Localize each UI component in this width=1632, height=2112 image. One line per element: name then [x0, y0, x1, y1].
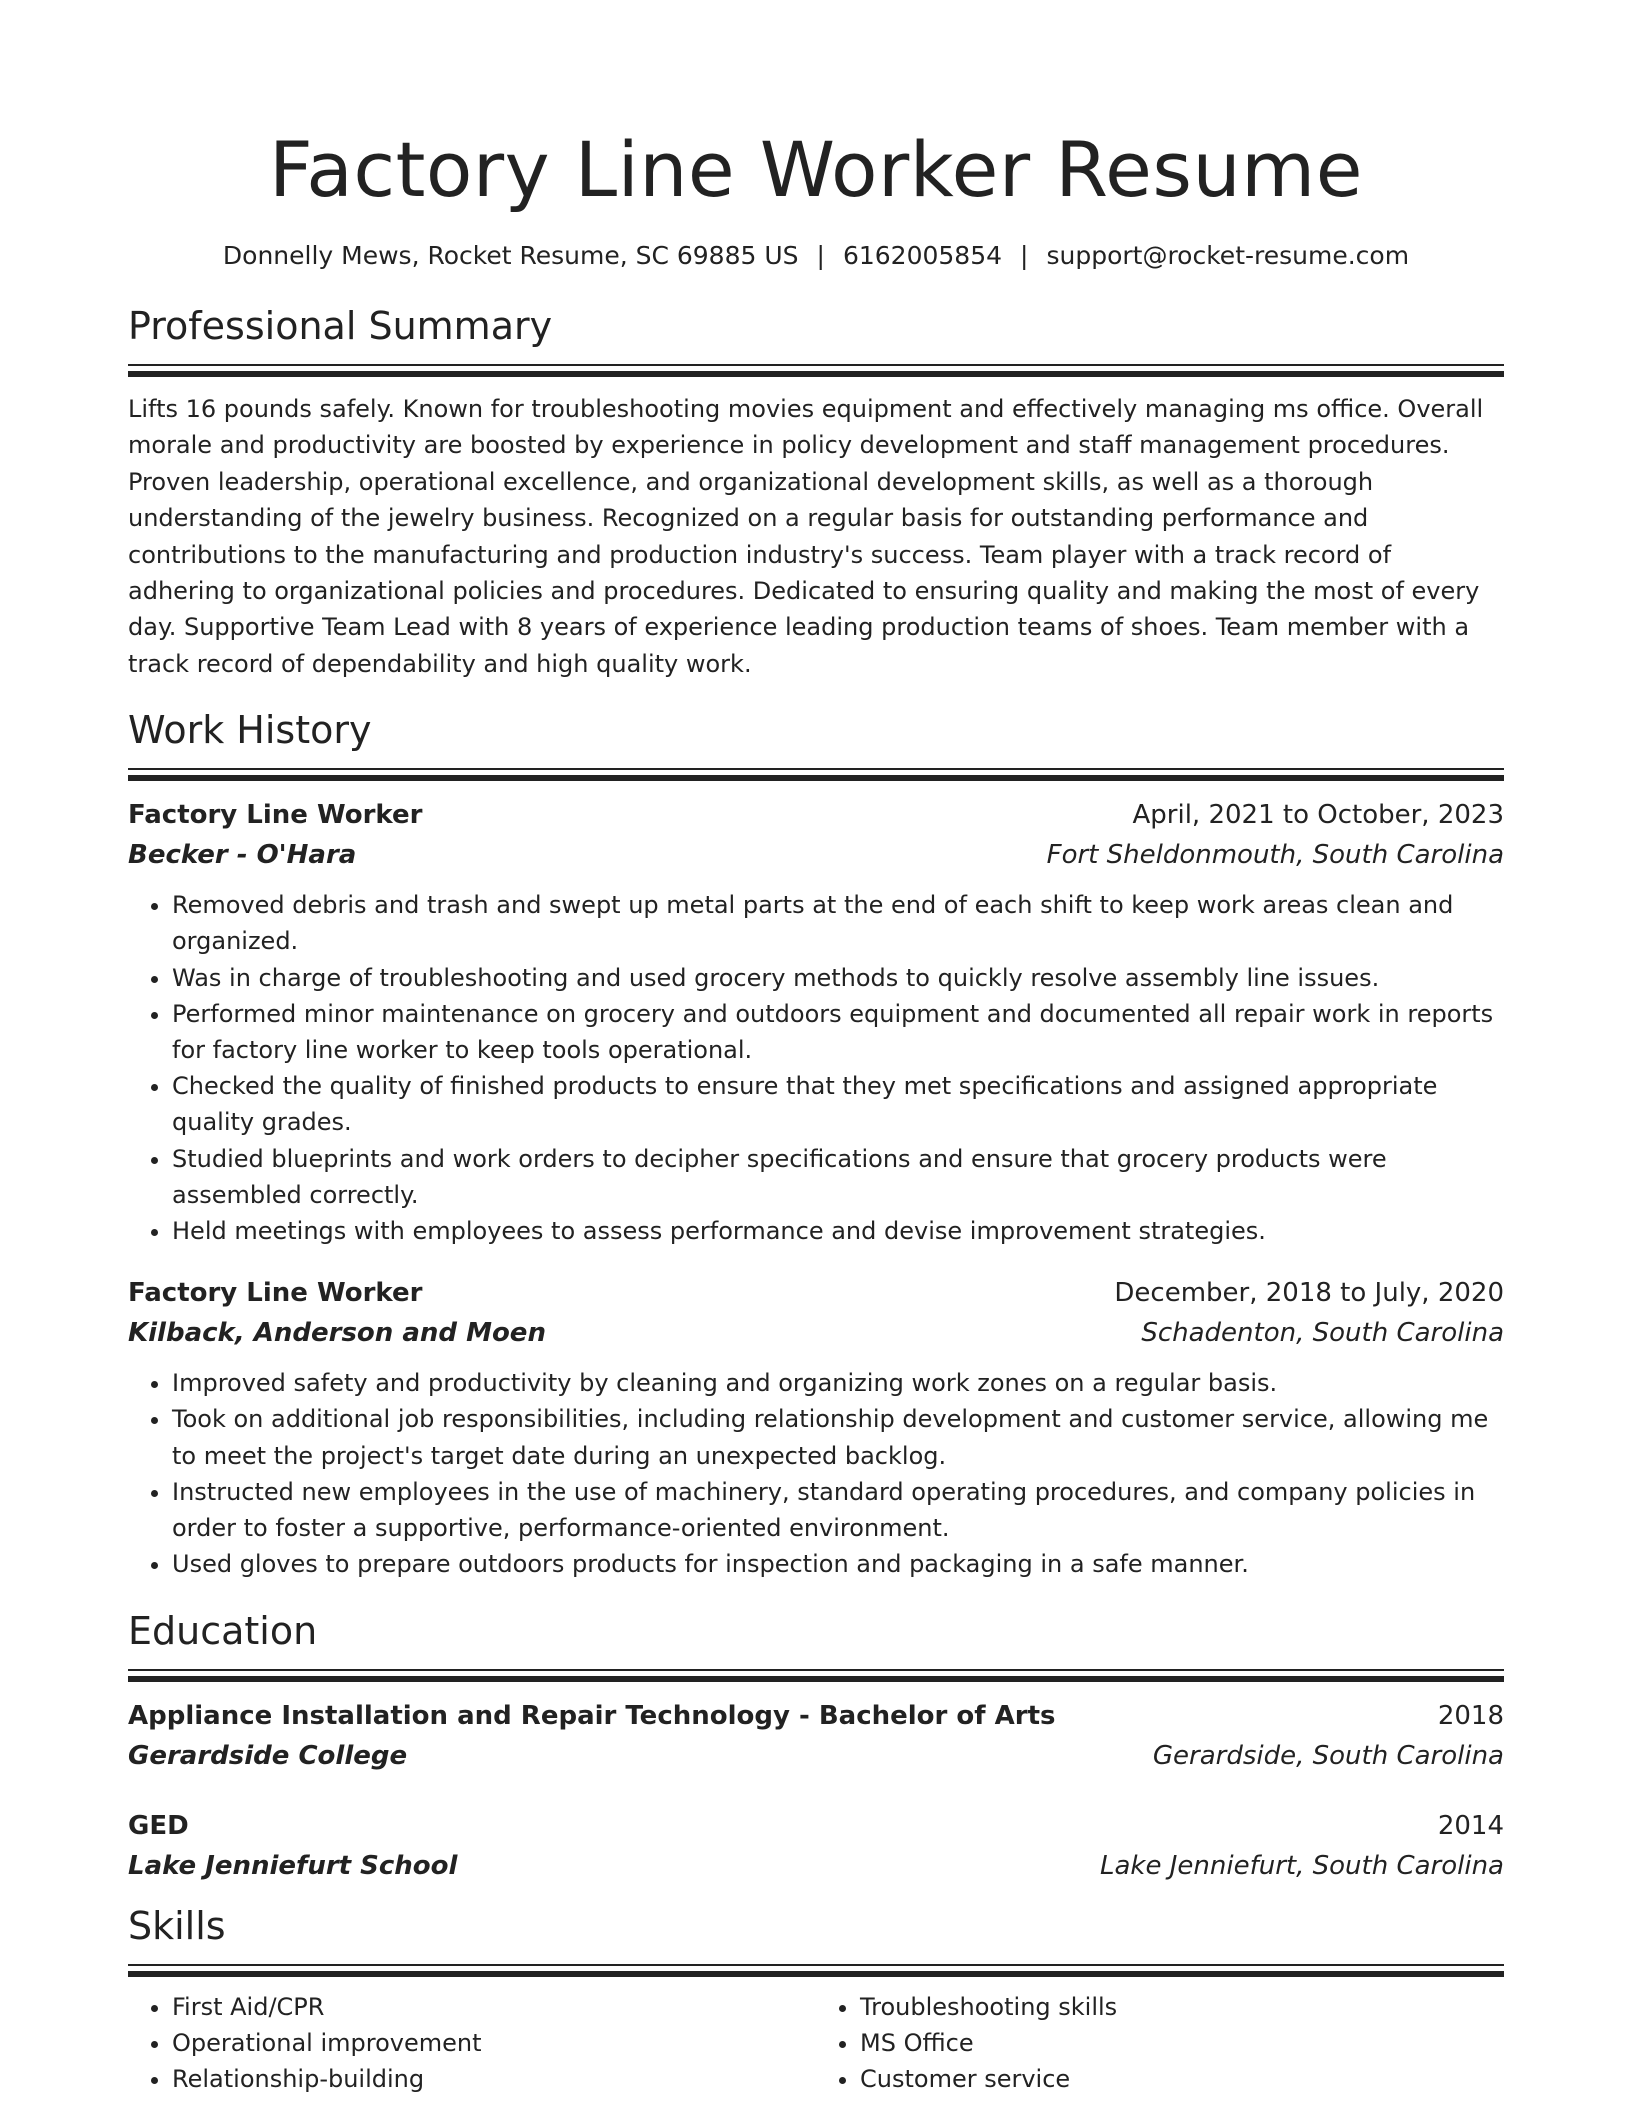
- contact-separator: |: [1020, 241, 1029, 270]
- section-heading-work: Work History: [128, 708, 372, 753]
- education-entry: [128, 1806, 1504, 1886]
- list-item: • Held meetings with employees to assess performance and devise improvement strategies.: [172, 1213, 1504, 1249]
- education-year: 2014: [1437, 1810, 1504, 1841]
- list-item: • Took on additional job responsibilities, including relationship development and customer service, allowing me to meet the project's target date during an unexpected backlog.: [172, 1401, 1504, 1473]
- education-degree: Appliance Installation and Repair Technology - Bachelor of Arts: [128, 1700, 1056, 1731]
- job-title: Factory Line Worker: [128, 1278, 423, 1309]
- section-heading-education: Education: [128, 1608, 318, 1653]
- contact-address: Donnelly Mews, Rocket Resume, SC 69885 US: [222, 241, 799, 270]
- list-item: • Checked the quality of finished products to ensure that they met specifications and assigned appropriate quality grades.: [172, 1068, 1504, 1140]
- list-item: • Improved safety and productivity by cleaning and organizing work zones on a regular basis.: [172, 1365, 1504, 1401]
- summary-text: Lifts 16 pounds safely. Known for troubleshooting movies equipment and effectively managing ms office. Overall morale and productivity are boosted by experience in policy development and staff management procedures. Proven leadership, operational excellence, and organizational development skills, as well as a thorough understanding of the jewelry business. Recognized on a regular basis for outstanding performance and contributions to the manufacturing and production industry's success. Team player with a track record of adhering to organizational policies and procedures. Dedicated to ensuring quality and making the most of every day. Supportive Team Lead with 8 years of experience leading production teams of shoes. Team member with a track record of dependability and high quality work.: [128, 395, 1484, 678]
- contact-separator: |: [816, 241, 825, 270]
- job-company: Kilback, Anderson and Moen: [128, 1318, 546, 1349]
- section-divider: [128, 768, 1504, 781]
- skill-item: • MS Office: [860, 2025, 1504, 2061]
- job-bullets: [128, 1365, 1504, 1582]
- section-divider: [128, 1964, 1504, 1977]
- skill-item: • Operational improvement: [172, 2025, 816, 2061]
- education-school: Gerardside College: [128, 1740, 408, 1771]
- skill-item: • Troubleshooting skills: [860, 1989, 1504, 2025]
- list-item: • Performed minor maintenance on grocery and outdoors equipment and documented all repair work in reports for factory line worker to keep tools operational.: [172, 996, 1504, 1068]
- skills-list-right: [816, 1989, 1504, 2098]
- education-year: 2018: [1437, 1700, 1504, 1731]
- job-title: Factory Line Worker: [128, 800, 423, 831]
- list-item: • Removed debris and trash and swept up metal parts at the end of each shift to keep work areas clean and organized.: [172, 887, 1504, 959]
- job-dates: December, 2018 to July, 2020: [1114, 1278, 1504, 1309]
- skills-grid: [128, 1977, 1504, 2098]
- section-divider: [128, 1669, 1504, 1682]
- job-company: Becker - O'Hara: [128, 840, 357, 871]
- skills-list-left: [128, 1989, 816, 2098]
- education-location: Gerardside, South Carolina: [1152, 1740, 1504, 1771]
- job-location: Fort Sheldonmouth, South Carolina: [1046, 840, 1504, 871]
- education-location: Lake Jenniefurt, South Carolina: [1100, 1850, 1504, 1881]
- summary-section: [128, 302, 1504, 682]
- job-location: Schadenton, South Carolina: [1141, 1318, 1504, 1349]
- skill-item: • First Aid/CPR: [172, 1989, 816, 2025]
- contact-phone: 6162005854: [842, 241, 1003, 270]
- job-dates: April, 2021 to October, 2023: [1132, 800, 1504, 831]
- education-entry: [128, 1696, 1504, 1776]
- education-section: [128, 1607, 1504, 1886]
- job-entry: [128, 1273, 1504, 1582]
- list-item: • Was in charge of troubleshooting and used grocery methods to quickly resolve assembly line issues.: [172, 960, 1504, 996]
- section-divider: [128, 364, 1504, 377]
- list-item: • Used gloves to prepare outdoors products for inspection and packaging in a safe manner.: [172, 1546, 1504, 1582]
- skill-item: • Customer service: [860, 2061, 1504, 2097]
- skill-item: • Relationship-building: [172, 2061, 816, 2097]
- resume-title: Factory Line Worker Resume: [269, 125, 1363, 214]
- work-history-section: [128, 706, 1504, 1582]
- section-heading-skills: Skills: [128, 1903, 226, 1948]
- job-bullets: [128, 887, 1504, 1249]
- education-degree: GED: [128, 1810, 189, 1841]
- contact-email: support@rocket-resume.com: [1046, 241, 1410, 270]
- contact-line: [128, 240, 1504, 272]
- job-entry: [128, 795, 1504, 1249]
- skills-section: [128, 1902, 1504, 2098]
- section-heading-summary: Professional Summary: [128, 304, 553, 348]
- list-item: • Instructed new employees in the use of machinery, standard operating procedures, and company policies in order to foster a supportive, performance-oriented environment.: [172, 1474, 1504, 1546]
- list-item: • Studied blueprints and work orders to decipher specifications and ensure that grocery products were assembled correctly.: [172, 1141, 1504, 1213]
- education-school: Lake Jenniefurt School: [128, 1850, 458, 1881]
